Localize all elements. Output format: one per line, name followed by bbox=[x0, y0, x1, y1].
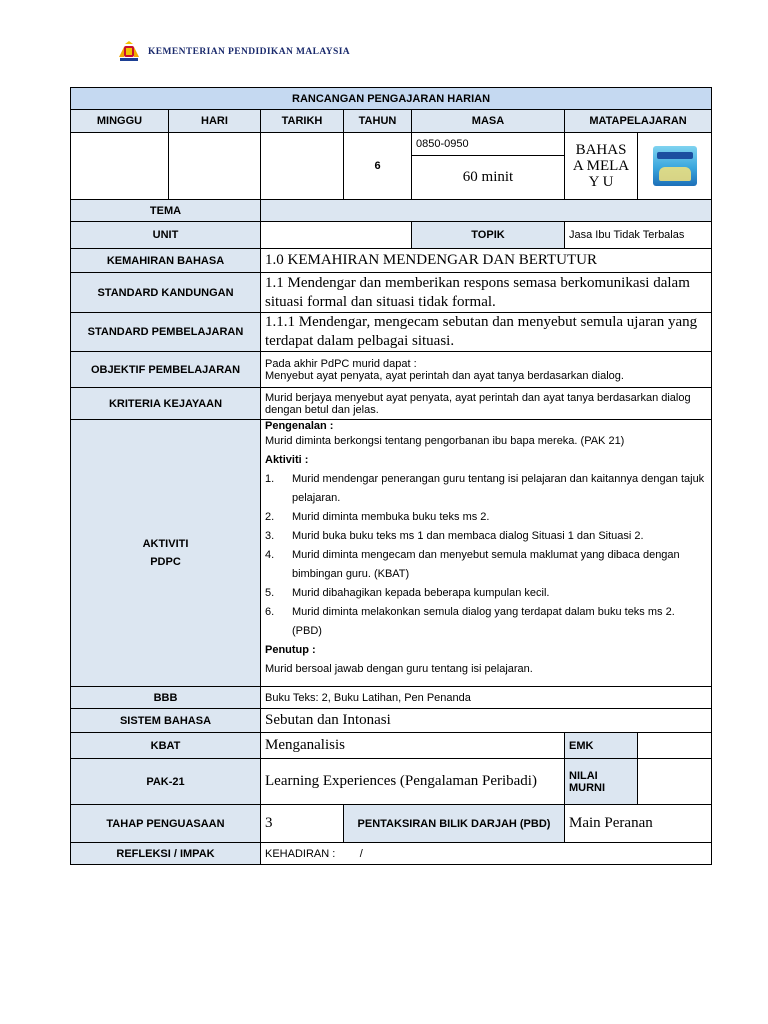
step-item bbox=[265, 527, 707, 546]
kriteria-value: Murid berjaya menyebut ayat penyata, ayat perintah dan ayat tanya berdasarkan dialog dengan betul dan jelas. bbox=[261, 388, 712, 420]
step-item bbox=[265, 546, 707, 584]
col-matapelajaran: MATAPELAJARAN bbox=[565, 110, 712, 133]
step-text: Murid diminta melakonkan semula dialog yang terdapat dalam buku teks ms 2. (PBD) bbox=[292, 606, 675, 637]
sistem-bahasa-value: Sebutan dan Intonasi bbox=[261, 709, 712, 733]
topik-label: TOPIK bbox=[412, 222, 565, 249]
tema-label: TEMA bbox=[71, 200, 261, 222]
subject-name: BAHAS A MELAY U bbox=[565, 133, 638, 200]
tahun-value: 6 bbox=[344, 133, 412, 200]
standard-pembelajaran-label: STANDARD PEMBELAJARAN bbox=[71, 313, 261, 352]
lesson-plan-table bbox=[70, 87, 712, 865]
step-number: 6. bbox=[265, 606, 275, 618]
emk-value bbox=[638, 733, 712, 759]
aktiviti-label-1: AKTIVITI bbox=[142, 538, 189, 550]
col-tarikh: TARIKH bbox=[261, 110, 344, 133]
pbd-value: Main Peranan bbox=[565, 805, 712, 843]
step-item bbox=[265, 508, 707, 527]
step-item bbox=[265, 603, 707, 641]
aktiviti-label bbox=[71, 420, 261, 687]
col-masa: MASA bbox=[412, 110, 565, 133]
kbat-value: Menganalisis bbox=[261, 733, 565, 759]
step-text: Murid diminta mengecam dan menyebut semula maklumat yang dibaca dengan bimbingan guru. (KBAT) bbox=[292, 549, 680, 580]
kemahiran-label: KEMAHIRAN BAHASA bbox=[71, 249, 261, 273]
refleksi-label: REFLEKSI / IMPAK bbox=[71, 843, 261, 865]
step-number: 1. bbox=[265, 473, 275, 485]
pbd-label: PENTAKSIRAN BILIK DARJAH (PBD) bbox=[344, 805, 565, 843]
tema-value bbox=[261, 200, 712, 222]
step-item bbox=[265, 584, 707, 603]
kbat-label: KBAT bbox=[71, 733, 261, 759]
sistem-bahasa-label: SISTEM BAHASA bbox=[71, 709, 261, 733]
topik-value: Jasa Ibu Tidak Terbalas bbox=[565, 222, 712, 249]
kemahiran-value: 1.0 KEMAHIRAN MENDENGAR DAN BERTUTUR bbox=[261, 249, 712, 273]
step-text: Murid diminta membuka buku teks ms 2. bbox=[292, 511, 490, 523]
aktiviti-content bbox=[261, 420, 712, 687]
table-title: RANCANGAN PENGAJARAN HARIAN bbox=[71, 88, 712, 110]
ministry-header bbox=[116, 40, 350, 64]
step-text: Murid buka buku teks ms 1 dan membaca dialog Situasi 1 dan Situasi 2. bbox=[292, 530, 644, 542]
hari-value bbox=[169, 133, 261, 200]
step-text: Murid dibahagikan kepada beberapa kumpulan kecil. bbox=[292, 587, 550, 599]
unit-value bbox=[261, 222, 412, 249]
nilai-murni-label: NILAI MURNI bbox=[565, 759, 638, 805]
objektif-label: OBJEKTIF PEMBELAJARAN bbox=[71, 352, 261, 388]
aktiviti-label-2: PDPC bbox=[150, 556, 181, 568]
aktiviti-steps bbox=[265, 470, 707, 641]
kriteria-label: KRITERIA KEJAYAAN bbox=[71, 388, 261, 420]
penutup-text: Murid bersoal jawab dengan guru tentang isi pelajaran. bbox=[265, 663, 533, 675]
penutup-heading: Penutup : bbox=[265, 644, 316, 656]
textbook-cell bbox=[638, 133, 712, 200]
unit-label: UNIT bbox=[71, 222, 261, 249]
step-number: 3. bbox=[265, 530, 275, 542]
step-number: 4. bbox=[265, 549, 275, 561]
standard-kandungan-value: 1.1 Mendengar dan memberikan respons semasa berkomunikasi dalam situasi formal dan situasi tidak formal. bbox=[261, 273, 712, 313]
bbb-value: Buku Teks: 2, Buku Latihan, Pen Penanda bbox=[261, 687, 712, 709]
emk-label: EMK bbox=[565, 733, 638, 759]
objektif-line-2: Menyebut ayat penyata, ayat perintah dan ayat tanya berdasarkan dialog. bbox=[265, 369, 624, 382]
minggu-value bbox=[71, 133, 169, 200]
standard-pembelajaran-value: 1.1.1 Mendengar, mengecam sebutan dan menyebut semula ujaran yang terdapat dalam pelbagai situasi. bbox=[261, 313, 712, 352]
objektif-line-1: Pada akhir PdPC murid dapat : bbox=[265, 357, 417, 370]
step-number: 2. bbox=[265, 511, 275, 523]
tarikh-value bbox=[261, 133, 344, 200]
objektif-value bbox=[261, 352, 712, 388]
masa-time: 0850-0950 bbox=[412, 133, 565, 156]
bbb-label: BBB bbox=[71, 687, 261, 709]
textbook-cover-icon bbox=[653, 146, 697, 186]
pak21-value: Learning Experiences (Pengalaman Peribadi) bbox=[261, 759, 565, 805]
tahap-value: 3 bbox=[261, 805, 344, 843]
pengenalan-heading: Pengenalan : bbox=[265, 420, 334, 432]
standard-kandungan-label: STANDARD KANDUNGAN bbox=[71, 273, 261, 313]
col-tahun: TAHUN bbox=[344, 110, 412, 133]
pak21-label: PAK-21 bbox=[71, 759, 261, 805]
coat-of-arms-icon bbox=[116, 41, 142, 63]
ministry-name: KEMENTERIAN PENDIDIKAN MALAYSIA bbox=[148, 47, 351, 57]
col-minggu: MINGGU bbox=[71, 110, 169, 133]
col-hari: HARI bbox=[169, 110, 261, 133]
refleksi-value: KEHADIRAN : / bbox=[261, 843, 712, 865]
pengenalan-text: Murid diminta berkongsi tentang pengorbanan ibu bapa mereka. (PAK 21) bbox=[265, 435, 625, 447]
step-number: 5. bbox=[265, 587, 275, 599]
masa-duration: 60 minit bbox=[412, 156, 565, 200]
aktiviti-heading: Aktiviti : bbox=[265, 454, 309, 466]
step-item bbox=[265, 470, 707, 508]
step-text: Murid mendengar penerangan guru tentang isi pelajaran dan kaitannya dengan tajuk pelajaran. bbox=[292, 473, 705, 504]
nilai-murni-value bbox=[638, 759, 712, 805]
tahap-label: TAHAP PENGUASAAN bbox=[71, 805, 261, 843]
